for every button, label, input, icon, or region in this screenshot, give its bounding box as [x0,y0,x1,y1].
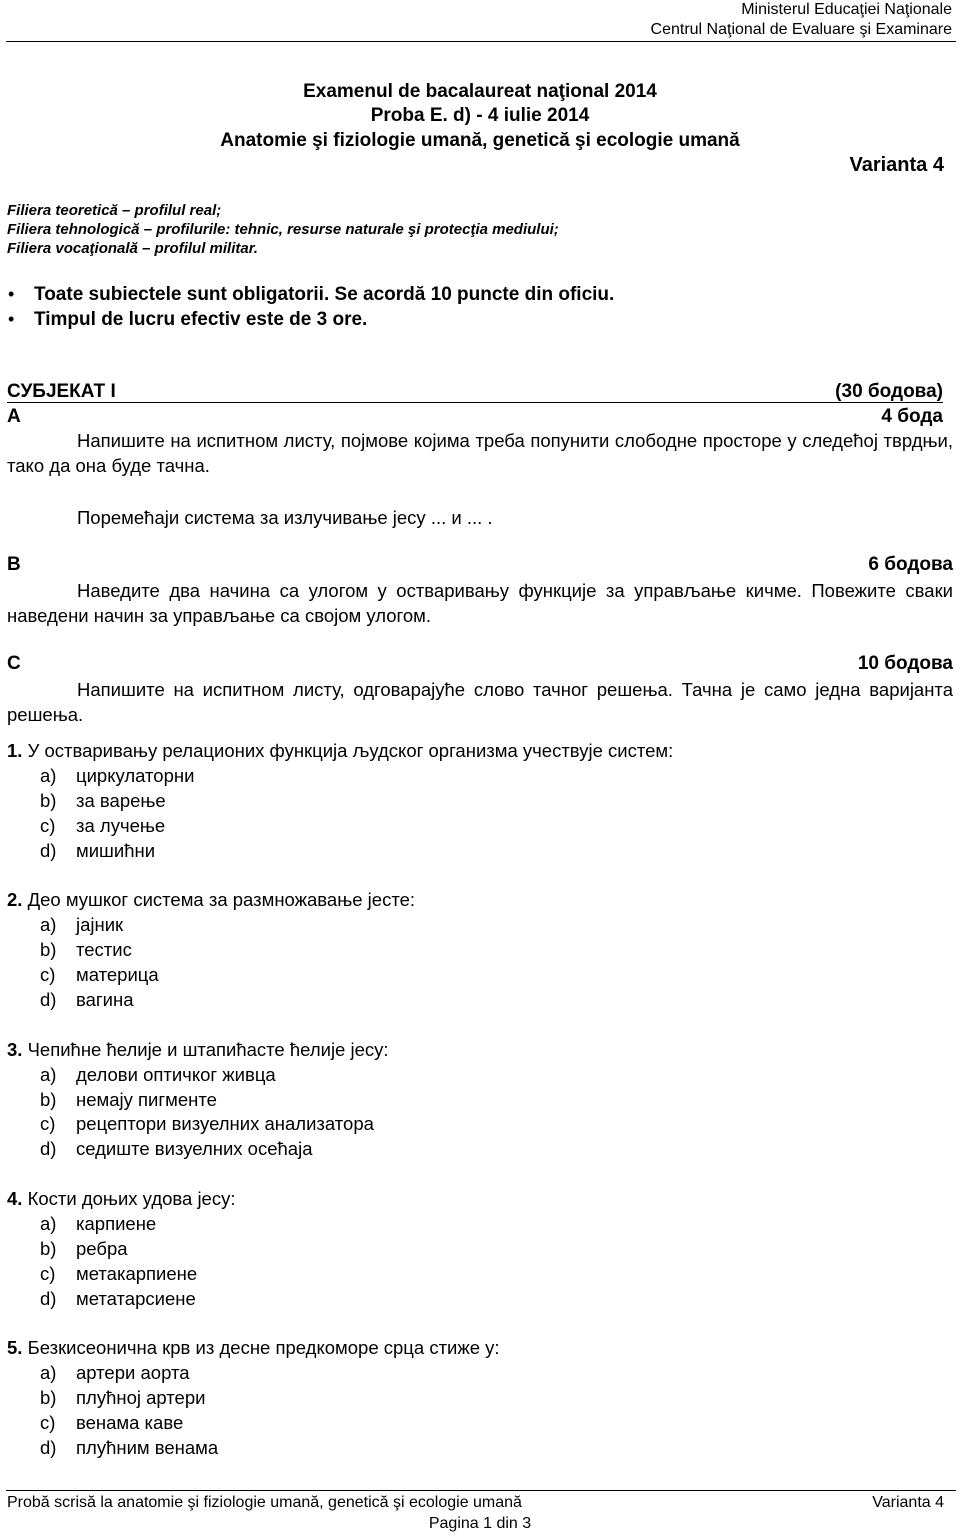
section-b-points: 6 бодова [868,554,953,575]
section-c-instruction: Напишите на испитном листу, одговарајуће слово тачног решења. Тачна је само једна варијанта решења. [7,679,953,725]
question-5-option-c: c) венама каве [40,1412,184,1433]
bullet-icon: • [8,309,15,329]
ministry-name: Ministerul Educaţiei Naţionale [741,1,952,18]
question-4 [7,1188,236,1210]
footer-proba: Probă scrisă la anatomie şi fiziologie umană, genetică şi ecologie umană [7,1494,522,1511]
varianta-label: Varianta 4 [849,154,944,176]
question-3-option-b: b) немају пигменте [40,1089,217,1110]
question-2-option-c: c) материца [40,964,159,985]
section-b-label: B [7,554,21,575]
bullet-icon: • [8,284,15,304]
question-text: У остваривању релационих функција људског организма учествује систем: [27,740,674,761]
exam-title: Examenul de bacalaureat naţional 2014 [303,81,657,102]
question-3-option-d: d) седиште визуелних осећаја [40,1138,313,1159]
question-1-option-b: b) за варење [40,790,166,811]
question-2-option-a: a) јајник [40,914,124,935]
question-text: Део мушког система за размножавање јесте: [27,889,416,910]
question-3 [7,1039,389,1061]
question-1-option-d: d) мишићни [40,840,156,861]
question-text: Безкисеонична крв из десне предкоморе срца стиже у: [27,1337,500,1358]
question-number: 2. [7,889,23,910]
question-2-option-d: d) вагина [40,989,134,1010]
page-number: Pagina 1 din 3 [428,1515,532,1532]
question-5 [7,1337,500,1359]
question-5-option-d: d) плућним венама [40,1437,219,1458]
question-2-option-b: b) тестис [40,939,132,960]
filiera-vocationala: Filiera vocaţională – profilul militar. [7,240,258,257]
question-text: Чепићне ћелије и штапићасте ћелије јесу: [27,1039,389,1060]
question-1-option-c: c) за лучење [40,815,166,836]
filiera-tehnologica: Filiera tehnologică – profilurile: tehnic, resurse naturale şi protecţia mediului; [7,221,559,238]
section-c-points: 10 бодова [857,653,953,674]
section-c-label: C [7,653,21,674]
question-1 [7,740,673,762]
footer-varianta: Varianta 4 [872,1494,944,1511]
question-number: 4. [7,1188,23,1209]
question-4-option-a: a) карпиене [40,1213,157,1234]
question-2 [7,889,415,911]
footer-divider [6,1490,956,1491]
section-a-points: 4 бода [881,406,943,427]
question-text: Кости доњих удова јесу: [27,1188,236,1209]
question-5-option-a: a) артери аорта [40,1362,190,1383]
question-4-option-b: b) ребра [40,1238,128,1259]
rule-timp: Timpul de lucru efectiv este de 3 ore. [34,309,368,330]
question-4-option-c: c) метакарпиене [40,1263,198,1284]
subject-underline [7,402,943,403]
subject-title: СУБЈЕКАТ I [7,381,116,402]
section-a-label: A [7,406,21,427]
question-number: 1. [7,740,23,761]
question-number: 5. [7,1337,23,1358]
question-3-option-a: a) делови оптичког живца [40,1064,276,1085]
exam-subject: Anatomie şi fiziologie umană, genetică şi ecologie umană [220,130,740,151]
question-4-option-d: d) метатарсиене [40,1288,196,1309]
filiera-teoretica: Filiera teoretică – profilul real; [7,202,222,219]
rule-obligatorii: Toate subiectele sunt obligatorii. Se acordă 10 puncte din oficiu. [34,284,615,305]
question-5-option-b: b) плућној артери [40,1387,206,1408]
header-divider [6,41,956,42]
section-a-instruction: Напишите на испитном листу, појмове којима треба попунити слободне просторе у следећој тврдњи, тако да она буде тачна. [7,430,953,476]
subject-points: (30 бодова) [835,381,943,402]
question-number: 3. [7,1039,23,1060]
section-b-instruction: Наведите два начина са улогом у остваривању функције за управљање кичме. Повежите сваки наведени начин за управљање са својом улогом. [7,580,953,626]
question-1-option-a: a) циркулаторни [40,765,195,786]
exam-proba: Proba E. d) - 4 iulie 2014 [370,105,590,126]
center-name: Centrul Naţional de Evaluare şi Examinare [650,21,952,38]
question-3-option-c: c) рецептори визуелних анализатора [40,1113,374,1134]
section-a-statement: Поремећаји система за излучивање јесу ... и ... . [77,507,493,528]
